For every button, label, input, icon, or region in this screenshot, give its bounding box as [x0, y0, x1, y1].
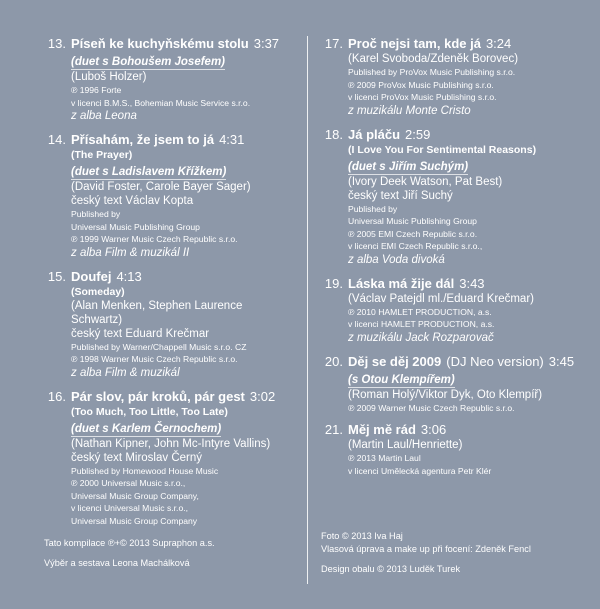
track-publisher-line: ℗ 1999 Warner Music Czech Republic s.r.o.	[71, 234, 238, 244]
track-number: 13.	[47, 36, 66, 51]
track-original-title: (Too Much, Too Little, Too Late)	[71, 405, 228, 418]
track-duration: 3:24	[485, 36, 512, 51]
track-original-title: (The Prayer)	[71, 149, 133, 161]
track-credit: (Václav Patejdl ml./Eduard Krečmar)	[348, 292, 534, 305]
track-duet-wrap	[348, 370, 582, 388]
track-credit: (Luboš Holzer)	[71, 71, 147, 83]
track-title-line	[348, 276, 582, 292]
track-entry	[40, 132, 302, 261]
track-number: 19.	[324, 275, 343, 291]
track-publisher-line: v licenci ProVox Music Publishing s.r.o.	[348, 92, 497, 102]
track-title: Pár slov, pár kroků, pár gest	[71, 388, 245, 404]
track-publisher-line: ℗ 1998 Warner Music Czech Republic s.r.o.	[71, 354, 238, 364]
track-entry	[40, 389, 302, 528]
track-credit: (Alan Menken, Stephen Laurence	[71, 299, 243, 312]
track-publisher-line: Published by	[348, 203, 398, 214]
track-credit: český text Eduard Krečmar	[71, 327, 210, 340]
track-credit: (Karel Svoboda/Zdeněk Borovec)	[348, 53, 519, 65]
track-duet-wrap	[71, 52, 302, 70]
track-publisher-line: v licenci EMI Czech Republic s.r.o.,	[348, 241, 483, 251]
right-column	[317, 36, 582, 485]
track-title-line	[348, 422, 582, 438]
track-duration: 4:13	[116, 268, 142, 284]
track-entry	[317, 422, 582, 477]
track-duet: (s Otou Klempířem)	[348, 373, 455, 386]
track-title: Proč nejsi tam, kde já	[348, 36, 481, 51]
track-publisher-line: ℗ 2010 HAMLET PRODUCTION, a.s.	[348, 306, 492, 317]
track-number: 18.	[324, 126, 343, 142]
track-publisher-line: v licenci Umělecká agentura Petr Klér	[348, 465, 492, 476]
track-publisher-line: Published by Homewood House Music	[71, 465, 219, 476]
track-duet-wrap	[71, 162, 302, 180]
track-title: Píseň ke kuchyňskému stolu	[71, 36, 249, 51]
track-entry	[40, 36, 302, 124]
track-publisher-line: Universal Music Publishing Group	[348, 216, 477, 226]
track-publisher-line: Published by ProVox Music Publishing s.r.o.	[348, 67, 516, 77]
track-duration: 3:06	[420, 422, 447, 437]
track-publisher-line: ℗ 2013 Martin Laul	[348, 453, 421, 463]
track-publisher-line: ℗ 2005 EMI Czech Republic s.r.o.	[348, 228, 478, 239]
track-publisher-line: Universal Music Publishing Group	[71, 221, 200, 232]
track-album: z muzikálu Jack Rozparovač	[348, 331, 494, 344]
track-entry	[317, 127, 582, 268]
track-credit: český text Jiří Suchý	[348, 189, 453, 202]
track-title: Já pláču	[348, 126, 401, 142]
track-title-line	[71, 269, 302, 285]
column-divider	[307, 36, 308, 584]
track-number: 17.	[324, 36, 343, 51]
track-credit: (Martin Laul/Henriette)	[348, 439, 463, 451]
track-number: 14.	[47, 132, 66, 147]
track-entry	[317, 354, 582, 415]
track-title-line	[348, 354, 582, 370]
track-duration: 3:37	[253, 36, 280, 51]
track-duet: (duet s Jiřím Suchým)	[348, 160, 469, 173]
track-number: 15.	[47, 268, 66, 284]
track-original-title: (I Love You For Sentimental Reasons)	[348, 143, 537, 156]
track-credit: (Nathan Kipner, John Mc-Intyre Vallins)	[71, 437, 271, 450]
track-credit: (David Foster, Carole Bayer Sager)	[71, 181, 251, 193]
footer-compiled-by: Výběr a sestava Leona Machálková	[44, 558, 190, 568]
track-title: Děj se děj 2009	[348, 353, 442, 369]
track-publisher-line: ℗ 2000 Universal Music s.r.o.,	[71, 478, 186, 488]
track-album: z alba Film & muzikál	[71, 366, 180, 379]
track-publisher-line: Published by	[71, 209, 121, 219]
track-entry	[317, 276, 582, 346]
track-duet: (duet s Ladislavem Křížkem)	[71, 166, 227, 178]
track-album: z alba Voda divoká	[348, 253, 445, 266]
track-entry	[40, 269, 302, 381]
track-publisher-line: ℗ 2009 Warner Music Czech Republic s.r.o.	[348, 402, 515, 413]
track-publisher-line: v licenci B.M.S., Bohemian Music Service s.r.o.	[71, 97, 251, 108]
track-credit: český text Miroslav Černý	[71, 451, 203, 464]
track-credit: (Ivory Deek Watson, Pat Best)	[348, 175, 503, 188]
footer-photo: Foto © 2013 Iva Haj	[321, 531, 403, 541]
track-title: Přísahám, že jsem to já	[71, 132, 215, 147]
track-number: 20.	[324, 353, 343, 369]
track-duet: (duet s Bohoušem Josefem)	[71, 56, 225, 68]
footer-right	[321, 530, 531, 576]
track-publisher-line: v licenci Universal Music s.r.o.,	[71, 503, 189, 513]
track-credit: (Roman Holý/Viktor Dyk, Oto Klempíř)	[348, 388, 543, 401]
track-title-extra: (DJ Neo version)	[446, 353, 544, 369]
track-title-line	[71, 132, 302, 148]
footer-copyright: Tato kompilace ℗+© 2013 Supraphon a.s.	[44, 538, 215, 548]
track-title: Doufej	[71, 268, 112, 284]
track-credit: Schwartz)	[71, 313, 123, 326]
track-number: 21.	[324, 422, 343, 437]
track-title: Láska má žije dál	[348, 275, 455, 291]
track-credit: český text Václav Kopta	[71, 195, 194, 207]
track-duration: 3:45	[548, 353, 575, 369]
track-publisher-line: v licenci HAMLET PRODUCTION, a.s.	[348, 319, 495, 329]
track-duet-wrap	[348, 157, 582, 175]
track-duration: 3:43	[459, 275, 485, 291]
track-publisher-line: ℗ 2009 ProVox Music Publishing s.r.o.	[348, 79, 494, 90]
track-entry	[317, 36, 582, 119]
track-album: z muzikálu Monte Cristo	[348, 104, 471, 117]
footer-left	[44, 537, 215, 570]
track-title: Měj mě rád	[348, 422, 416, 437]
track-album: z alba Film & muzikál II	[71, 246, 190, 259]
track-duration: 3:02	[249, 388, 276, 404]
track-album: z alba Leona	[71, 110, 137, 122]
track-title-line	[348, 36, 582, 52]
track-duration: 2:59	[405, 126, 431, 142]
footer-design: Design obalu © 2013 Luděk Turek	[321, 564, 461, 574]
track-original-title: (Someday)	[71, 285, 125, 298]
track-duet: (duet s Karlem Černochem)	[71, 422, 222, 435]
track-title-line	[71, 389, 302, 405]
left-column	[40, 36, 302, 535]
track-publisher-line: Universal Music Group Company,	[71, 490, 199, 501]
track-number: 16.	[47, 388, 66, 404]
track-title-line	[348, 127, 582, 143]
track-publisher-line: ℗ 1996 Forte	[71, 85, 122, 95]
track-publisher-line: Universal Music Group Company	[71, 515, 198, 526]
track-duration: 4:31	[219, 132, 245, 147]
track-duet-wrap	[71, 419, 302, 437]
footer-makeup: Vlasová úprava a make up při focení: Zdeněk Fencl	[321, 544, 531, 554]
track-publisher-line: Published by Warner/Chappell Music s.r.o. CZ	[71, 341, 247, 352]
track-title-line	[71, 36, 302, 52]
